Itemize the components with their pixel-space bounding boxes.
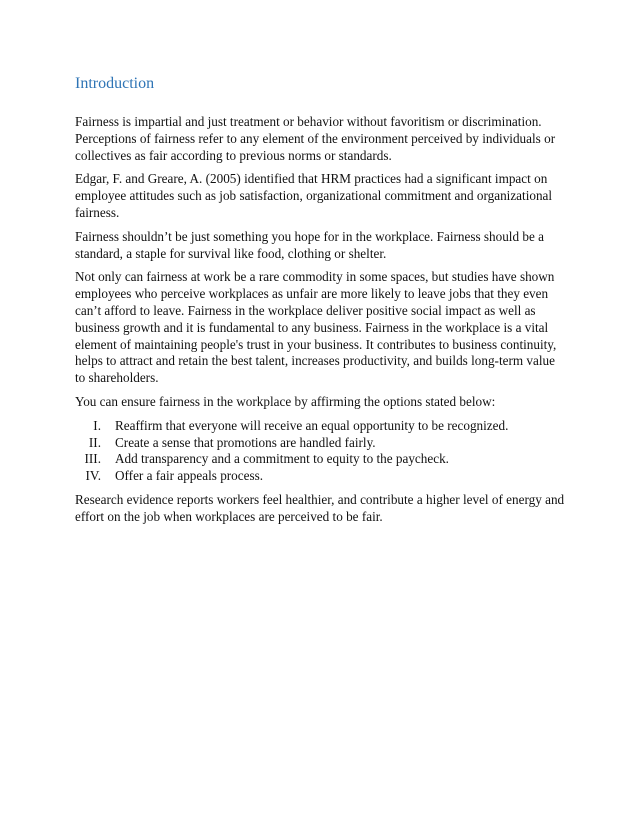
paragraph-standard: Fairness shouldn’t be just something you hope for in the workplace. Fairness should be a standard, a staple for survival like food, clothing or shelter. (75, 228, 544, 261)
list-item-text: Add transparency and a commitment to equity to the paycheck. (115, 451, 449, 467)
options-list (75, 418, 565, 485)
list-item-text: Reaffirm that everyone will receive an equal opportunity to be recognized. (115, 417, 509, 433)
paragraph-closing: Research evidence reports workers feel healthier, and contribute a higher level of energy and effort on the job when workplaces are perceived to be fair. (75, 491, 565, 524)
list-item (75, 451, 565, 468)
list-item-text: Offer a fair appeals process. (115, 468, 264, 484)
paragraph-impact: Not only can fairness at work be a rare commodity in some spaces, but studies have shown employees who perceive workplaces as unfair are more likely to leave jobs that they even can’t afford to leave. Fairness in the workplace deliver positive social impact as well as business growth and it is fundamental to any business. Fairness in the workplace is a vital element of maintaining people's trust in your business. It contributes to business continuity, helps to attract and retain the best talent, increases productivity, and builds long-term value to shareholders. (75, 269, 557, 386)
list-numeral: IV. (85, 468, 101, 484)
paragraph-list-intro: You can ensure fairness in the workplace by affirming the options stated below: (75, 393, 496, 409)
paragraph-definition: Fairness is impartial and just treatment or behavior without favoritism or discrimination. Perceptions of fairness refer to any element of the environment perceived by individuals or collectives as fair according to previous norms or standards. (75, 114, 556, 163)
section-heading: Introduction (75, 75, 155, 92)
list-item-text: Create a sense that promotions are handled fairly. (115, 434, 376, 450)
list-numeral: I. (93, 417, 101, 433)
document-body (75, 74, 565, 533)
list-numeral: II. (88, 434, 101, 450)
list-numeral: III. (84, 451, 101, 467)
list-item (75, 418, 565, 435)
list-item (75, 468, 565, 485)
list-item (75, 435, 565, 452)
paragraph-citation: Edgar, F. and Greare, A. (2005) identified that HRM practices had a significant impact on employee attitudes such as job satisfaction, organizational commitment and organizational fairness. (75, 171, 553, 220)
